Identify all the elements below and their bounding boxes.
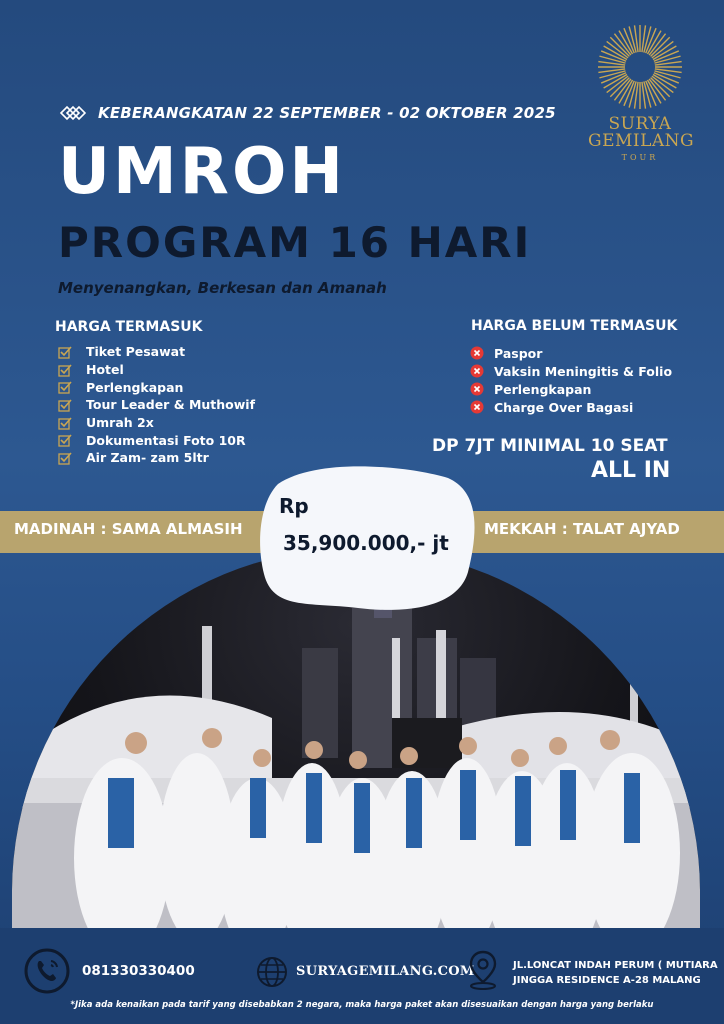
red-x-icon — [470, 346, 484, 360]
hotel-madinah: MADINAH : SAMA ALMASIH — [14, 520, 243, 538]
list-item — [470, 398, 672, 416]
price-amount: 35,900.000,- jt — [283, 531, 449, 555]
program-title: PROGRAM 16 HARI — [58, 218, 532, 267]
all-in-text: ALL IN — [591, 458, 671, 483]
excluded-item-label: Perlengkapan — [494, 381, 592, 397]
phone-icon — [24, 948, 70, 994]
diamond-ornament-icon — [60, 104, 86, 122]
excluded-item-label: Charge Over Bagasi — [494, 399, 634, 415]
page-title: UMROH — [58, 135, 346, 209]
excluded-item-label: Paspor — [494, 345, 543, 361]
excluded-item-label: Vaksin Meningitis & Folio — [494, 363, 673, 379]
website-link[interactable]: SURYAGEMILANG.COM — [296, 964, 475, 979]
list-item — [470, 380, 672, 398]
departure-date: KEBERANGKATAN 22 SEPTEMBER - 02 OKTOBER 2025 — [98, 104, 556, 122]
list-item — [58, 378, 255, 396]
hotel-mekkah: MEKKAH : TALAT AJYAD — [484, 520, 680, 538]
checkbox-check-icon — [58, 398, 72, 412]
disclaimer: *Jika ada kenaikan pada tarif yang disebabkan 2 negara, maka harga paket akan disesuaikan dengan harga yang berlaku — [70, 1000, 654, 1010]
checkbox-check-icon — [58, 380, 72, 394]
included-item-label: Air Zam- zam 5ltr — [86, 450, 209, 466]
brand-name-line1: SURYA — [608, 114, 672, 134]
sun-logo-icon — [595, 22, 685, 112]
checkbox-check-icon — [58, 363, 72, 377]
included-title: HARGA TERMASUK — [55, 319, 203, 335]
list-item — [58, 396, 255, 414]
included-item-label: Perlengkapan — [86, 379, 184, 395]
brand-name-line2: GEMILANG — [588, 131, 695, 151]
included-list — [58, 343, 255, 467]
list-item — [58, 431, 255, 449]
red-x-icon — [470, 364, 484, 378]
phone-number[interactable]: 081330330400 — [82, 963, 195, 979]
included-item-label: Tiket Pesawat — [86, 344, 186, 360]
down-payment-text: DP 7JT MINIMAL 10 SEAT — [432, 436, 668, 456]
checkbox-check-icon — [58, 433, 72, 447]
list-item — [470, 362, 672, 380]
globe-icon — [256, 956, 288, 988]
list-item — [58, 361, 255, 379]
checkbox-check-icon — [58, 451, 72, 465]
included-item-label: Tour Leader & Muthowif — [86, 397, 256, 413]
list-item — [58, 414, 255, 432]
list-item — [470, 344, 672, 362]
tagline: Menyenangkan, Berkesan dan Amanah — [58, 279, 387, 297]
location-pin-icon — [466, 950, 500, 990]
red-x-icon — [470, 382, 484, 396]
departure-line — [60, 104, 556, 122]
list-item — [58, 343, 255, 361]
included-item-label: Hotel — [86, 362, 124, 378]
address-text: JL.LONCAT INDAH PERUM ( MUTIARA JINGGA RESIDENCE A-28 MALANG — [513, 960, 718, 986]
excluded-list — [470, 344, 672, 416]
brand-name-line3: TOUR — [621, 153, 659, 162]
included-item-label: Umrah 2x — [86, 415, 154, 431]
included-item-label: Dokumentasi Foto 10R — [86, 432, 246, 448]
excluded-title: HARGA BELUM TERMASUK — [471, 318, 678, 334]
red-x-icon — [470, 400, 484, 414]
list-item — [58, 449, 255, 467]
brand-logo — [588, 22, 695, 162]
checkbox-check-icon — [58, 345, 72, 359]
checkbox-check-icon — [58, 416, 72, 430]
price-currency: Rp — [279, 494, 309, 518]
